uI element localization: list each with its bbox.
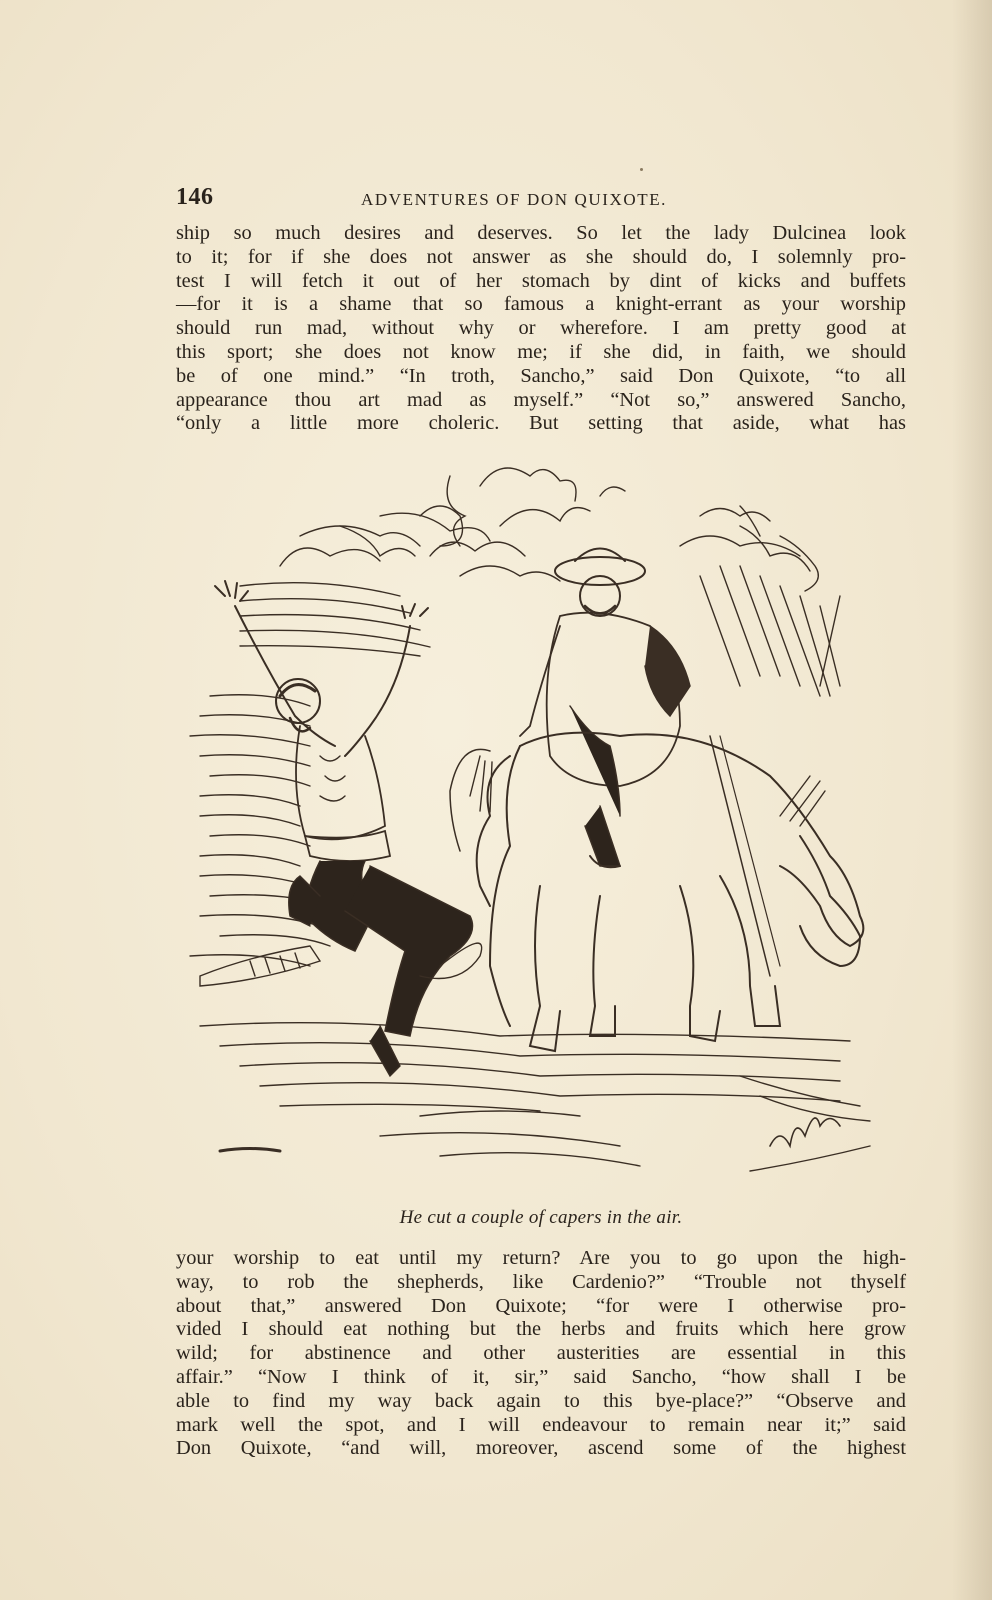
text-line: ship so much desires and deserves. So let the lady Dulcinea look: [176, 222, 906, 244]
text-line: your worship to eat until my return? Are you to go upon the high-: [176, 1247, 906, 1269]
page-edge-shadow: [952, 0, 992, 1600]
body-text-top: [176, 222, 906, 436]
text-line: way, to rob the shepherds, like Cardenio?” “Trouble not thyself: [176, 1270, 906, 1293]
text-line: Don Quixote, “and will, moreover, ascend some of the highest: [176, 1437, 906, 1460]
text-line: this sport; she does not know me; if she did, in faith, we should: [176, 340, 906, 363]
text-line: —for it is a shame that so famous a knight-errant as your worship: [176, 293, 906, 316]
engraving-illustration: [180, 456, 886, 1186]
running-head: [176, 184, 906, 214]
text-line: to it; for if she does not answer as she should do, I solemnly pro-: [176, 245, 906, 268]
text-line: appearance thou art mad as myself.” “Not so,” answered Sancho,: [176, 388, 906, 411]
ink-fleck: [640, 168, 643, 171]
text-line: wild; for abstinence and other austerities are essential in this: [176, 1342, 906, 1365]
text-line: mark well the spot, and I will endeavour to remain near it;” said: [176, 1413, 906, 1436]
text-line: affair.” “Now I think of it, sir,” said Sancho, “how shall I be: [176, 1365, 906, 1388]
text-line: able to find my way back again to this bye-place?” “Observe and: [176, 1389, 906, 1412]
body-text-bottom: [176, 1247, 906, 1461]
text-line: be of one mind.” “In troth, Sancho,” said Don Quixote, “to all: [176, 364, 906, 387]
figure-caption: He cut a couple of capers in the air.: [399, 1207, 683, 1228]
text-line: test I will fetch it out of her stomach by dint of kicks and buffets: [176, 269, 906, 292]
text-line: should run mad, without why or wherefore. I am pretty good at: [176, 317, 906, 340]
text-line: “only a little more choleric. But setting that aside, what has: [176, 412, 906, 435]
page-number: 146: [176, 184, 214, 210]
running-title: ADVENTURES OF DON QUIXOTE.: [361, 190, 668, 209]
text-line: about that,” answered Don Quixote; “for were I otherwise pro-: [176, 1294, 906, 1317]
text-line: vided I should eat nothing but the herbs and fruits which here grow: [176, 1318, 906, 1341]
